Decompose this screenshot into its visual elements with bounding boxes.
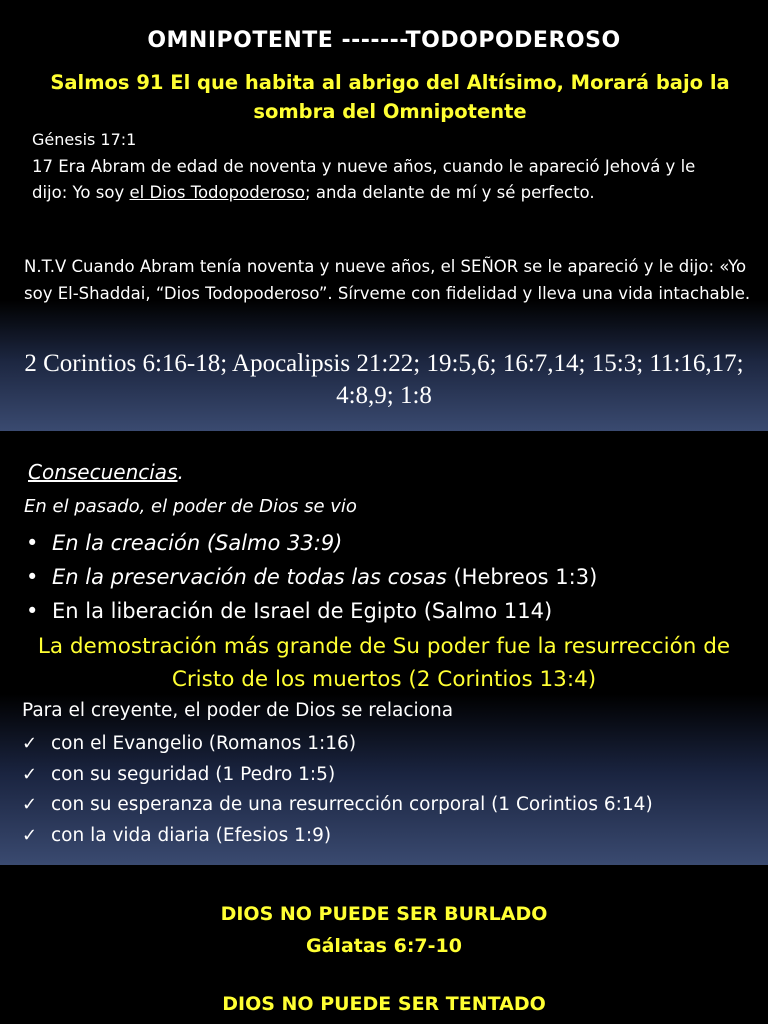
genesis-text-start: 17 Era Abram de edad de noventa y nueve años, cuando le apareció Jehová y le dijo: Yo soy [32, 157, 696, 202]
slide-consecuencias [0, 434, 768, 865]
ntv-verse: N.T.V Cuando Abram tenía noventa y nueve años, el SEÑOR se le apareció y le dijo: «Yo soy El-Shaddai, “Dios Todopoderoso”. Sírveme con fidelidad y lleva una vida intachable. [24, 257, 751, 303]
pasado-subheading: En el pasado, el poder de Dios se vio [24, 496, 357, 517]
consecuencias-label: Consecuencias [28, 460, 178, 484]
burlado-heading: DIOS NO PUEDE SER BURLADO [220, 903, 548, 925]
checkmark-icon: ✓ [22, 763, 38, 785]
demostracion-highlight: La demostración más grande de Su poder fue la resurrección de Cristo de los muertos (2 Corintios 13:4) [37, 634, 731, 692]
bullet-icon: • [26, 599, 39, 623]
list-item-text: con el Evangelio (Romanos 1:16) [51, 733, 357, 754]
list-item-italic: En la preservación de todas las cosas [52, 565, 447, 589]
checkmark-icon: ✓ [22, 794, 38, 815]
genesis-text-underlined: el Dios Todopoderoso [129, 183, 306, 202]
past-power-list [24, 526, 754, 628]
list-item [24, 560, 754, 594]
consecuencias-heading [28, 460, 184, 484]
genesis-reference: Génesis 17:1 [32, 130, 137, 149]
bible-references: 2 Corintios 6:16-18; Apocalipsis 21:22; 19:5,6; 16:7,14; 15:3; 11:16,17; 4:8,9; 1:8 [24, 350, 744, 409]
genesis-text-end: ; anda delante de mí y sé perfecto. [305, 183, 595, 202]
tentado-heading: DIOS NO PUEDE SER TENTADO [222, 993, 546, 1015]
galatas-reference: Gálatas 6:7-10 [306, 935, 462, 957]
list-item [22, 760, 762, 791]
salmos-verse: Salmos 91 El que habita al abrigo del Altísimo, Morará bajo la sombra del Omnipotente [50, 71, 730, 123]
list-item [24, 594, 754, 628]
list-item-text: con su esperanza de una resurrección corporal (1 Corintios 6:14) [51, 794, 653, 815]
checkmark-icon: ✓ [22, 733, 38, 754]
list-item [22, 790, 762, 821]
checkmark-icon: ✓ [22, 824, 38, 846]
believer-power-list [22, 729, 762, 851]
list-item-normal: (Hebreos 1:3) [446, 565, 598, 589]
list-item [22, 729, 762, 760]
bullet-icon: • [26, 531, 39, 555]
list-item-italic: En la creación (Salmo 33:9) [52, 531, 343, 555]
list-item-normal: En la liberación de Israel de Egipto (Salmo 114) [52, 599, 553, 623]
consecuencias-period: . [177, 460, 184, 484]
list-item [24, 526, 754, 560]
slide-dios-no-puede [0, 868, 768, 1024]
list-item-text: con su seguridad (1 Pedro 1:5) [51, 763, 336, 785]
slide-omnipotente [0, 0, 768, 431]
slide-title: OMNIPOTENTE -------TODOPODEROSO [147, 28, 621, 53]
list-item-text: con la vida diaria (Efesios 1:9) [51, 824, 332, 846]
genesis-text [32, 154, 732, 206]
bullet-icon: • [26, 565, 39, 589]
creyente-subheading: Para el creyente, el poder de Dios se relaciona [22, 700, 454, 721]
list-item [22, 821, 762, 852]
